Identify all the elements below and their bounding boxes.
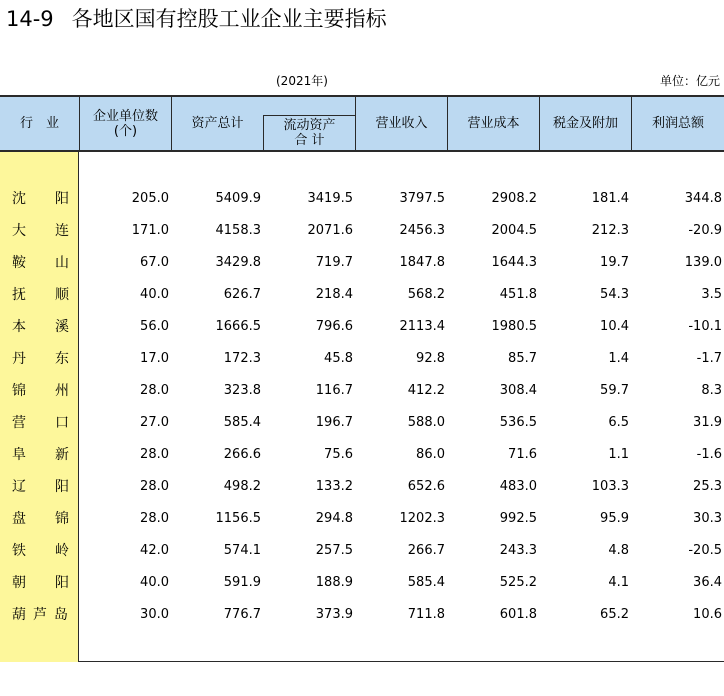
table-bottom-rule: [79, 661, 724, 662]
table-row: [0, 535, 724, 567]
cell-profit: -10.1: [688, 319, 722, 334]
cell-taxes: 212.3: [591, 223, 629, 238]
cell-taxes: 181.4: [591, 191, 629, 206]
header-revenue: 营业收入: [375, 116, 428, 131]
region-name: [0, 471, 79, 503]
unit-label: 单位：亿元: [659, 74, 720, 88]
region-name-char: 沈: [12, 191, 26, 207]
cell-taxes: 19.7: [600, 255, 629, 270]
cell-cost: 2004.5: [491, 223, 537, 238]
region-name-char: 盘: [12, 511, 26, 527]
region-name-char: 州: [55, 383, 69, 399]
cell-revenue: 585.4: [407, 575, 445, 590]
cell-taxes: 95.9: [600, 511, 629, 526]
cell-total-assets: 591.9: [223, 575, 261, 590]
year-label: (2021年): [276, 74, 328, 88]
region-name-char: 铁: [12, 543, 26, 559]
cell-current-assets: 294.8: [315, 511, 353, 526]
cell-revenue: 1847.8: [399, 255, 445, 270]
cell-taxes: 1.1: [608, 447, 629, 462]
table-title-text: 各地区国有控股工业企业主要指标: [71, 7, 387, 31]
cell-current-assets: 188.9: [315, 575, 353, 590]
region-name-char: 鞍: [12, 255, 26, 271]
region-name-char: 新: [55, 447, 69, 463]
cell-enterprises: 28.0: [140, 479, 169, 494]
cell-enterprises: 28.0: [140, 511, 169, 526]
cell-profit: 344.8: [684, 191, 722, 206]
cell-revenue: 652.6: [407, 479, 445, 494]
cell-current-assets: 218.4: [315, 287, 353, 302]
cell-revenue: 3797.5: [399, 191, 445, 206]
cell-cost: 451.8: [499, 287, 537, 302]
region-name-char: 口: [55, 415, 69, 431]
cell-cost: 483.0: [499, 479, 537, 494]
cell-profit: -1.6: [696, 447, 722, 462]
table-row: [0, 279, 724, 311]
region-name: [0, 247, 79, 279]
table-number: 14-9: [6, 7, 54, 31]
region-name-char: 大: [12, 223, 26, 239]
header-taxes: 税金及附加: [552, 116, 618, 131]
cell-cost: 85.7: [508, 351, 537, 366]
cell-cost: 243.3: [499, 543, 537, 558]
region-name-char: 岭: [55, 543, 69, 559]
region-name: 葫芦岛: [12, 607, 75, 623]
table-row: [0, 471, 724, 503]
cell-taxes: 59.7: [600, 383, 629, 398]
cell-enterprises: 40.0: [140, 575, 169, 590]
region-name: [0, 535, 79, 567]
cell-profit: 8.3: [701, 383, 722, 398]
table-row: [0, 407, 724, 439]
header-current-assets: [264, 116, 355, 150]
cell-taxes: 103.3: [591, 479, 629, 494]
region-name-char: 连: [55, 223, 69, 239]
region-name-char: 顺: [55, 287, 69, 303]
cell-cost: 71.6: [508, 447, 537, 462]
region-name-char: 阳: [55, 191, 69, 207]
region-name-char: 朝: [12, 575, 26, 591]
region-name: [0, 311, 79, 343]
region-name-char: 山: [55, 255, 69, 271]
cell-profit: 31.9: [693, 415, 722, 430]
cell-enterprises: 28.0: [140, 447, 169, 462]
region-name-char: 阳: [55, 479, 69, 495]
cell-revenue: 588.0: [407, 415, 445, 430]
region-name-char: 阜: [12, 447, 26, 463]
cell-cost: 1980.5: [491, 319, 537, 334]
cell-taxes: 1.4: [608, 351, 629, 366]
region-name: [0, 183, 79, 215]
cell-total-assets: 585.4: [223, 415, 261, 430]
cell-enterprises: 30.0: [140, 607, 169, 622]
cell-cost: 525.2: [499, 575, 537, 590]
region-name: [0, 439, 79, 471]
cell-cost: 2908.2: [491, 191, 537, 206]
cell-total-assets: 498.2: [223, 479, 261, 494]
cell-profit: 30.3: [693, 511, 722, 526]
cell-enterprises: 67.0: [140, 255, 169, 270]
cell-profit: -20.5: [688, 543, 722, 558]
cell-current-assets: 116.7: [315, 383, 353, 398]
header-total-assets: 资产总计: [191, 116, 244, 131]
cell-enterprises: 28.0: [140, 383, 169, 398]
cell-taxes: 54.3: [600, 287, 629, 302]
cell-profit: -1.7: [696, 351, 722, 366]
header-enterprises-unit: (个): [113, 123, 138, 139]
cell-cost: 1644.3: [491, 255, 537, 270]
region-name-char: 东: [55, 351, 69, 367]
cell-profit: 139.0: [684, 255, 722, 270]
cell-total-assets: 626.7: [223, 287, 261, 302]
cell-current-assets: 196.7: [315, 415, 353, 430]
table-row: [0, 215, 724, 247]
cell-profit: 36.4: [693, 575, 722, 590]
cell-total-assets: 574.1: [223, 543, 261, 558]
cell-total-assets: 5409.9: [215, 191, 261, 206]
cell-cost: 308.4: [499, 383, 537, 398]
cell-current-assets: 796.6: [315, 319, 353, 334]
cell-current-assets: 2071.6: [307, 223, 353, 238]
cell-current-assets: 75.6: [324, 447, 353, 462]
region-name-char: 辽: [12, 479, 26, 495]
cell-total-assets: 3429.8: [215, 255, 261, 270]
region-name-char: 阳: [55, 575, 69, 591]
cell-taxes: 65.2: [600, 607, 629, 622]
table-row: [0, 503, 724, 535]
cell-taxes: 4.1: [608, 575, 629, 590]
cell-taxes: 10.4: [600, 319, 629, 334]
cell-total-assets: 776.7: [223, 607, 261, 622]
region-name: [0, 343, 79, 375]
cell-revenue: 86.0: [416, 447, 445, 462]
header-cost: 营业成本: [467, 116, 520, 131]
cell-revenue: 2113.4: [399, 319, 445, 334]
cell-total-assets: 1156.5: [215, 511, 261, 526]
cell-revenue: 568.2: [407, 287, 445, 302]
cell-enterprises: 171.0: [131, 223, 169, 238]
header-profit: 利润总额: [651, 116, 704, 131]
page-title: [6, 6, 387, 32]
cell-profit: 25.3: [693, 479, 722, 494]
region-name: [0, 279, 79, 311]
region-name: [0, 407, 79, 439]
cell-profit: 10.6: [693, 607, 722, 622]
region-name: [0, 503, 79, 535]
region-name-char: 本: [12, 319, 26, 335]
table-row: [0, 439, 724, 471]
cell-revenue: 92.8: [416, 351, 445, 366]
cell-enterprises: 205.0: [131, 191, 169, 206]
cell-revenue: 2456.3: [399, 223, 445, 238]
cell-revenue: 266.7: [407, 543, 445, 558]
cell-revenue: 711.8: [407, 607, 445, 622]
table-row: [0, 247, 724, 279]
cell-cost: 536.5: [499, 415, 537, 430]
table-row: [0, 311, 724, 343]
cell-cost: 992.5: [499, 511, 537, 526]
header-industry: 行 业: [19, 116, 59, 131]
cell-current-assets: 133.2: [315, 479, 353, 494]
header-enterprises-label: 企业单位数: [92, 108, 158, 124]
cell-current-assets: 45.8: [324, 351, 353, 366]
header-enterprises: [80, 97, 171, 150]
table-header: [0, 95, 724, 152]
table-row: [0, 343, 724, 375]
cell-enterprises: 17.0: [140, 351, 169, 366]
region-name-char: 抚: [12, 287, 26, 303]
cell-current-assets: 373.9: [315, 607, 353, 622]
cell-total-assets: 266.6: [223, 447, 261, 462]
cell-current-assets: 3419.5: [307, 191, 353, 206]
region-name-char: 营: [12, 415, 26, 431]
table-row: [0, 375, 724, 407]
cell-cost: 601.8: [499, 607, 537, 622]
region-name-char: 锦: [12, 383, 26, 399]
cell-enterprises: 27.0: [140, 415, 169, 430]
data-table: [0, 95, 724, 662]
cell-total-assets: 323.8: [223, 383, 261, 398]
cell-revenue: 412.2: [407, 383, 445, 398]
cell-total-assets: 1666.5: [215, 319, 261, 334]
region-name: [0, 567, 79, 599]
region-name: [0, 215, 79, 247]
cell-taxes: 4.8: [608, 543, 629, 558]
cell-revenue: 1202.3: [399, 511, 445, 526]
region-name-char: 锦: [55, 511, 69, 527]
cell-total-assets: 172.3: [223, 351, 261, 366]
cell-profit: -20.9: [688, 223, 722, 238]
cell-profit: 3.5: [701, 287, 722, 302]
region-name-char: 溪: [55, 319, 69, 335]
region-name-char: 丹: [12, 351, 26, 367]
cell-enterprises: 56.0: [140, 319, 169, 334]
cell-enterprises: 40.0: [140, 287, 169, 302]
cell-current-assets: 257.5: [315, 543, 353, 558]
header-current-assets-label: 流动资产: [283, 118, 336, 133]
table-row: [0, 183, 724, 215]
cell-total-assets: 4158.3: [215, 223, 261, 238]
table-row: [0, 567, 724, 599]
header-current-assets-total: 合 计: [294, 133, 325, 148]
region-name: [0, 375, 79, 407]
cell-current-assets: 719.7: [315, 255, 353, 270]
table-row: [0, 599, 724, 631]
cell-taxes: 6.5: [608, 415, 629, 430]
cell-enterprises: 42.0: [140, 543, 169, 558]
